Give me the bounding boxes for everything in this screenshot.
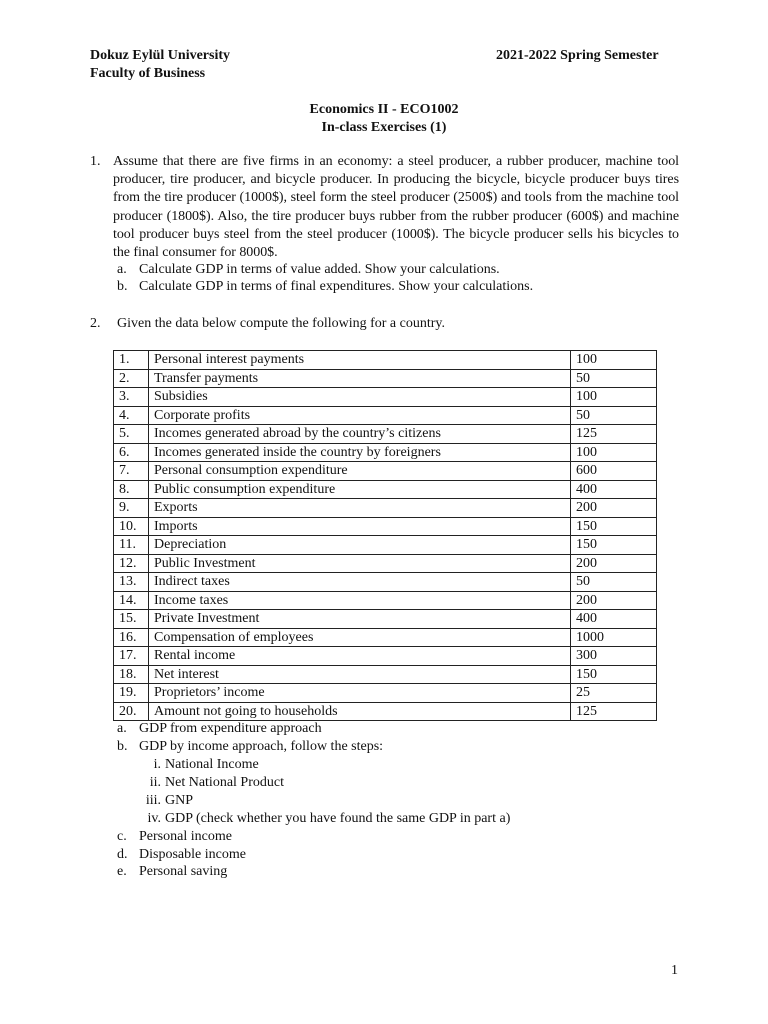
page-number: 1 — [671, 963, 678, 978]
row-number: 9. — [114, 499, 149, 518]
row-item: Indirect taxes — [149, 573, 571, 592]
question-1-number: 1. — [90, 154, 101, 169]
row-item: Net interest — [149, 665, 571, 684]
row-item: Compensation of employees — [149, 628, 571, 647]
table-row — [114, 536, 657, 555]
table-row — [114, 425, 657, 444]
faculty-name: Faculty of Business — [90, 66, 206, 81]
question-1-text: Assume that there are five firms in an economy: a steel producer, a rubber producer, machine tool producer, tire producer, and bicycle producer. In producing the bicycle, bicycle producer buys tires from the tire producer (1000$), steel form the steel producer (2500$) and tools from the machine tool producer (1800$). Also, the tire producer buys rubber from the rubber producer (600$) and machine tool producer buys steel from the steel producer (1000$). The bicycle producer sells his bicycles to the final consumer for 8000$. — [113, 154, 679, 261]
table-row — [114, 628, 657, 647]
row-value: 300 — [571, 647, 657, 666]
row-item: Amount not going to households — [149, 702, 571, 721]
row-item: Income taxes — [149, 591, 571, 610]
semester-label: 2021-2022 Spring Semester — [496, 48, 659, 63]
row-item: Rental income — [149, 647, 571, 666]
row-number: 15. — [114, 610, 149, 629]
row-item: Incomes generated inside the country by foreigners — [149, 443, 571, 462]
row-item: Public consumption expenditure — [149, 480, 571, 499]
table-row — [114, 388, 657, 407]
step-i-label: i. — [153, 757, 161, 772]
university-name: Dokuz Eylül University — [90, 48, 231, 63]
row-item: Corporate profits — [149, 406, 571, 425]
row-value: 600 — [571, 462, 657, 481]
row-value: 50 — [571, 406, 657, 425]
row-item: Subsidies — [149, 388, 571, 407]
exercise-subtitle: In-class Exercises (1) — [321, 120, 447, 135]
table-row — [114, 517, 657, 536]
row-item: Personal consumption expenditure — [149, 462, 571, 481]
row-number: 16. — [114, 628, 149, 647]
row-number: 8. — [114, 480, 149, 499]
question-2-number: 2. — [90, 316, 101, 331]
table-row — [114, 647, 657, 666]
q2-part-d-text: Disposable income — [139, 847, 246, 862]
step-iii-text: GNP — [165, 793, 194, 808]
row-number: 7. — [114, 462, 149, 481]
header-left — [90, 47, 230, 83]
row-value: 125 — [571, 425, 657, 444]
row-value: 200 — [571, 591, 657, 610]
row-value: 200 — [571, 499, 657, 518]
row-value: 200 — [571, 554, 657, 573]
step-ii-text: Net National Product — [165, 775, 284, 790]
question-2-text: Given the data below compute the following for a country. — [117, 316, 445, 331]
row-number: 4. — [114, 406, 149, 425]
row-value: 1000 — [571, 628, 657, 647]
page-title — [0, 101, 768, 137]
row-number: 11. — [114, 536, 149, 555]
q1-part-b-text: Calculate GDP in terms of final expenditures. Show your calculations. — [139, 279, 534, 294]
step-iv-text: GDP (check whether you have found the same GDP in part a) — [165, 811, 511, 826]
step-ii-label: ii. — [149, 775, 161, 790]
row-number: 14. — [114, 591, 149, 610]
step-iii-label: iii. — [145, 793, 161, 808]
q1-part-b-label: b. — [117, 279, 128, 294]
row-number: 19. — [114, 684, 149, 703]
row-number: 5. — [114, 425, 149, 444]
row-value: 100 — [571, 388, 657, 407]
q2-part-a-label: a. — [117, 721, 127, 736]
table-row — [114, 665, 657, 684]
table-row — [114, 406, 657, 425]
row-value: 150 — [571, 517, 657, 536]
q2-part-c-text: Personal income — [139, 829, 232, 844]
row-item: Exports — [149, 499, 571, 518]
table-row — [114, 573, 657, 592]
q2-part-a-text: GDP from expenditure approach — [139, 721, 322, 736]
table-row — [114, 443, 657, 462]
row-value: 100 — [571, 351, 657, 370]
q2-part-b-text: GDP by income approach, follow the steps: — [139, 739, 384, 754]
row-number: 17. — [114, 647, 149, 666]
row-item: Transfer payments — [149, 369, 571, 388]
course-title: Economics II - ECO1002 — [309, 102, 459, 117]
step-iv-label: iv. — [147, 811, 161, 826]
row-number: 1. — [114, 351, 149, 370]
row-value: 50 — [571, 573, 657, 592]
table-row — [114, 702, 657, 721]
row-number: 6. — [114, 443, 149, 462]
row-number: 3. — [114, 388, 149, 407]
step-i-text: National Income — [165, 757, 259, 772]
row-value: 25 — [571, 684, 657, 703]
data-table — [113, 350, 657, 721]
q2-part-b-label: b. — [117, 739, 128, 754]
row-number: 18. — [114, 665, 149, 684]
table-row — [114, 462, 657, 481]
row-item: Incomes generated abroad by the country’s citizens — [149, 425, 571, 444]
row-value: 50 — [571, 369, 657, 388]
q2-part-e-label: e. — [117, 864, 127, 879]
row-value: 400 — [571, 610, 657, 629]
row-value: 125 — [571, 702, 657, 721]
row-item: Public Investment — [149, 554, 571, 573]
row-number: 12. — [114, 554, 149, 573]
table-row — [114, 591, 657, 610]
q1-part-a-text: Calculate GDP in terms of value added. Show your calculations. — [139, 262, 500, 277]
row-value: 150 — [571, 665, 657, 684]
table-row — [114, 610, 657, 629]
table-row — [114, 369, 657, 388]
row-number: 2. — [114, 369, 149, 388]
table-row — [114, 480, 657, 499]
row-value: 400 — [571, 480, 657, 499]
table-row — [114, 351, 657, 370]
row-value: 150 — [571, 536, 657, 555]
q2-part-c-label: c. — [117, 829, 127, 844]
table-row — [114, 499, 657, 518]
row-number: 13. — [114, 573, 149, 592]
q2-part-d-label: d. — [117, 847, 128, 862]
row-item: Private Investment — [149, 610, 571, 629]
table-row — [114, 554, 657, 573]
row-item: Depreciation — [149, 536, 571, 555]
q2-part-e-text: Personal saving — [139, 864, 228, 879]
row-item: Personal interest payments — [149, 351, 571, 370]
row-number: 20. — [114, 702, 149, 721]
row-item: Proprietors’ income — [149, 684, 571, 703]
row-item: Imports — [149, 517, 571, 536]
row-value: 100 — [571, 443, 657, 462]
q1-part-a-label: a. — [117, 262, 127, 277]
table-row — [114, 684, 657, 703]
row-number: 10. — [114, 517, 149, 536]
